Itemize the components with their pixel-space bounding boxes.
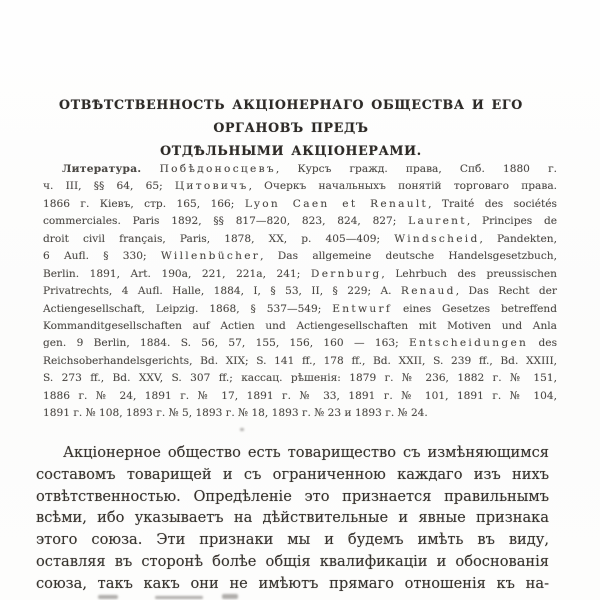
literature-text: S. 273 ff., Bd. XXV, S. 307 ff.; кассац. рѣшенія: 1879 г. № 236, 1882 г. № 151, (43, 372, 557, 385)
literature-line (43, 266, 557, 283)
author-name: Willenbücher (160, 250, 261, 263)
literature-text: , Traité des sociétés (428, 197, 557, 210)
literature-line (43, 370, 557, 387)
literature-text: 1866 г. Кіевъ, стр. 165, 166; (43, 197, 245, 210)
literature-line (43, 353, 557, 370)
literature-line (43, 301, 557, 318)
literature-line (43, 161, 557, 178)
cutoff-line-artifact (98, 595, 118, 599)
author-name: Laurent (408, 215, 467, 228)
cutoff-line-artifact (222, 594, 238, 599)
literature-text: 1886 г. № 24, 1891 г. № 17, 1891 г. № 33, 1891 г. № 101, 1891 г. № 104, (43, 389, 557, 402)
literature-text: Privatrechts, 4 Aufl. Halle, 1884, I, § 53, II, § 229; A. (43, 285, 401, 298)
literature-line (43, 213, 557, 230)
literature-text: 1891 г. № 108, 1893 г. № 5, 1893 г. № 18, 1893 г. № 23 и 1893 г. № 24. (43, 407, 428, 420)
author-name: Цитовичъ (174, 180, 249, 193)
literature-line (43, 178, 557, 195)
body-paragraph (36, 442, 549, 595)
literature-text (141, 163, 159, 175)
literature-text: ч. III, §§ 64, 65; (43, 180, 175, 193)
literature-line (43, 283, 557, 300)
literature-line (43, 405, 557, 422)
page-title (34, 93, 548, 162)
body-text-line: этого союза. Эти признаки мы и будемъ имѣть въ виду, (36, 531, 549, 549)
author-name: Побѣдоносцевъ (159, 163, 276, 175)
body-text-line: отвѣтственностью. Опредѣленіе это признается правильнымъ (36, 487, 549, 505)
literature-text: gen. 9 Berlin, 1884. S. 56, 57, 155, 156, 160 — 163; (43, 337, 410, 350)
scan-speck-artifact (240, 428, 244, 431)
literature-text: eines Gesetzes betreffend (392, 302, 557, 315)
literature-label: Литература. (62, 163, 142, 175)
author-name: Lyon Caen et Renault (244, 197, 429, 210)
literature-paragraph (43, 161, 557, 423)
body-text-line: союза, такъ какъ они не имѣютъ прямаго отношенія къ на- (36, 574, 549, 592)
literature-text: , Principes de (466, 215, 557, 228)
body-text-line: оставляя въ сторонѣ болѣе общія квалификаціи и обоснованія (36, 552, 549, 570)
literature-text: Berlin. 1891, Art. 190a, 221, 221a, 241; (43, 267, 311, 280)
author-name: Dernburg (310, 267, 382, 280)
body-text-line: всѣми, ибо указываетъ на дѣйствительные и явные признака (36, 509, 549, 527)
literature-text: , Pandekten, (479, 232, 557, 245)
literature-line (43, 388, 557, 405)
literature-text: , Курсъ гражд. права, Спб. 1880 г. (275, 163, 558, 175)
literature-text: Actiengesellschaft, Leipzig. 1868, § 537—549; (43, 302, 333, 315)
literature-text: Reichsoberhandelsgerichts, Bd. XIX; S. 141 ff., 178 ff., Bd. XXII, S. 239 ff., Bd. XXIII, (43, 354, 557, 367)
literature-text: , Das Recht der (455, 285, 557, 298)
literature-text: , Lehrbuch des preussischen (381, 267, 557, 280)
literature-line (43, 196, 557, 213)
literature-text: , Очеркъ начальныхъ понятій торговаго права. (248, 180, 557, 193)
body-text-line: составомъ товарищей и съ ограниченною каждаго изъ нихъ (36, 465, 549, 483)
author-name: Entwurf (332, 302, 393, 315)
literature-text: commerciales. Paris 1892, §§ 817—820, 823, 824, 827; (43, 215, 409, 228)
author-name: Windscheid (394, 232, 480, 245)
literature-line (43, 231, 557, 248)
literature-text: , Das allgemeine deutsche Handelsgesetzbuch, (260, 250, 557, 263)
page-title-line: ОТВѢТСТВЕННОСТЬ АКЦІОНЕРНАГО ОБЩЕСТВА И ЕГО ОРГАНОВЪ ПРЕДЪ (59, 97, 523, 135)
literature-line (43, 248, 557, 265)
cutoff-line-artifact (155, 596, 203, 599)
literature-line (43, 335, 557, 352)
author-name: Renaud (400, 285, 456, 298)
body-text-line: Акціонерное общество есть товарищество съ измѣняющимся (63, 444, 549, 461)
literature-text: Kommanditgesellschaften auf Actien und Actiengesellschaften mit Motiven und Anla (43, 319, 557, 332)
author-name: Entscheidungen (409, 337, 529, 350)
literature-text: des (528, 337, 557, 350)
page-title-line: ОТДѢЛЬНЫМИ АКЦІОНЕРАМИ. (160, 143, 422, 158)
literature-text: droit civil français, Paris, 1878, XX, p. 405—409; (43, 232, 395, 245)
literature-text: 6 Aufl. § 330; (43, 250, 161, 263)
literature-line (43, 318, 557, 335)
